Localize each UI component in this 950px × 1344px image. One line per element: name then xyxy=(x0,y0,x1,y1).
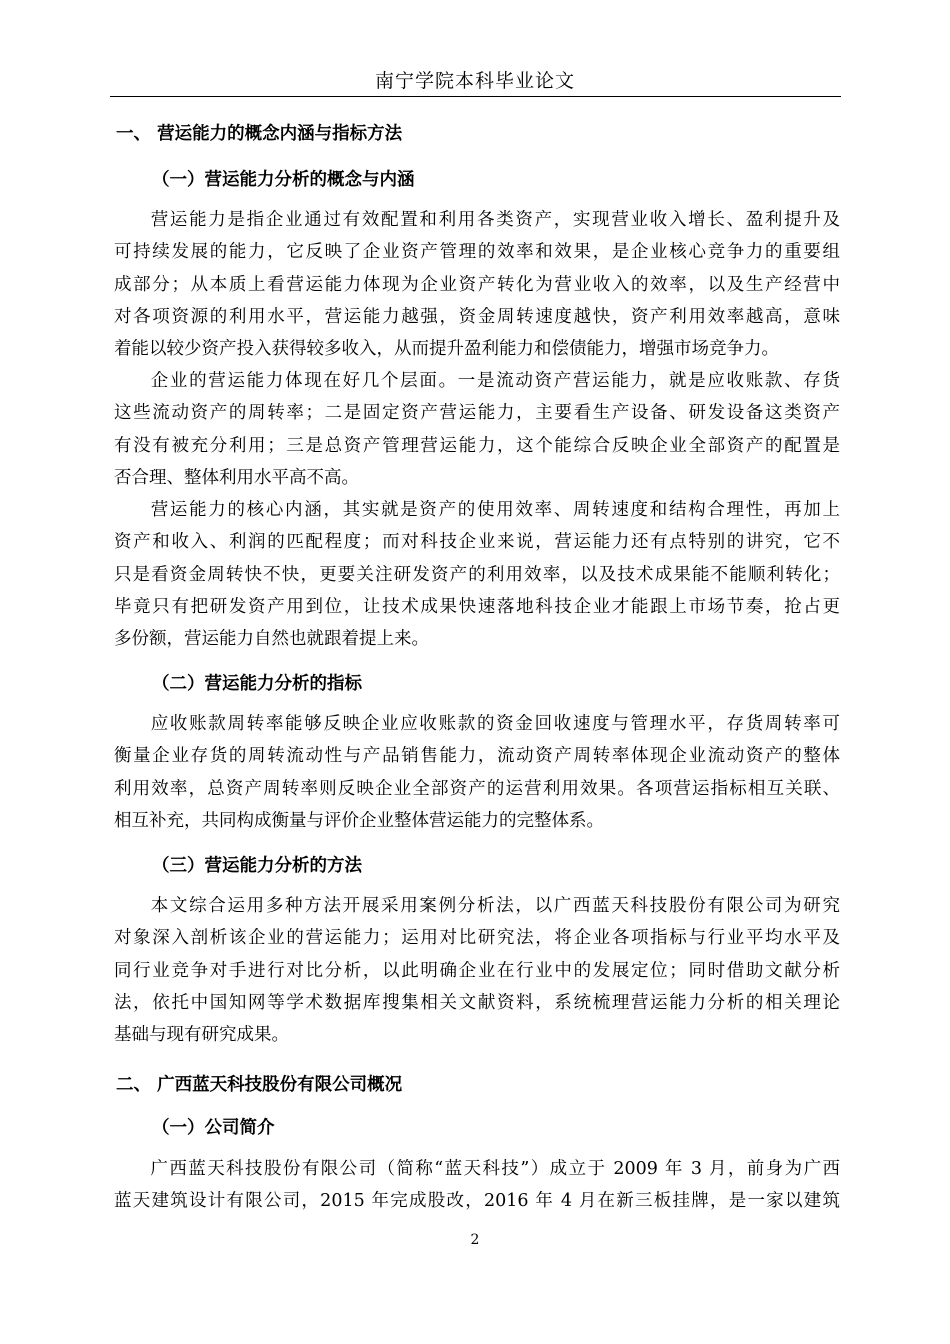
page-number: 2 xyxy=(470,1232,480,1248)
section-heading-1: 一、 营运能力的概念内涵与指标方法 xyxy=(116,124,403,144)
paragraph xyxy=(114,494,840,655)
paragraph xyxy=(114,708,840,837)
text-line: 广西蓝天科技股份有限公司（简称“蓝天科技”）成立于 2009 年 3 月，前身为广西 xyxy=(149,1159,840,1179)
text-line: 营运能力的核心内涵，其实就是资产的使用效率、周转速度和结构合理性，再加上 xyxy=(149,500,840,520)
paragraph xyxy=(114,890,840,1051)
text-line: 营运能力是指企业通过有效配置和利用各类资产，实现营业收入增长、盈利提升及 xyxy=(149,210,840,230)
text-line: 本文综合运用多种方法开展采用案例分析法，以广西蓝天科技股份有限公司为研究 xyxy=(149,896,840,916)
text-line: 基础与现有研究成果。 xyxy=(114,1025,289,1046)
text-line: 衡量企业存货的周转流动性与产品销售能力，流动资产周转率体现企业流动资产的整体 xyxy=(114,746,840,767)
text-line: 这些流动资产的周转率；二是固定资产营运能力，主要看生产设备、研发设备这类资产 xyxy=(114,403,840,424)
text-line: 只是看资金周转快不快，更要关注研发资产的利用效率，以及技术成果能不能顺利转化； xyxy=(114,564,840,585)
text-line: 蓝天建筑设计有限公司，2015 年完成股改，2016 年 4 月在新三板挂牌，是一家以建筑 xyxy=(114,1191,840,1212)
paragraph xyxy=(114,365,840,494)
text-line: 应收账款周转率能够反映企业应收账款的资金回收速度与管理水平，存货周转率可 xyxy=(149,714,840,734)
text-line: 同行业竞争对手进行对比分析，以此明确企业在行业中的发展定位；同时借助文献分析 xyxy=(114,960,840,981)
subsection-heading-1-1: （一）营运能力分析的概念与内涵 xyxy=(152,170,415,190)
subsection-heading-1-2: （二）营运能力分析的指标 xyxy=(152,674,362,694)
text-line: 相互补充，共同构成衡量与评价企业整体营运能力的完整体系。 xyxy=(114,810,604,831)
subsection-heading-1-3: （三）营运能力分析的方法 xyxy=(152,856,362,876)
section-heading-2: 二、 广西蓝天科技股份有限公司概况 xyxy=(116,1075,403,1095)
text-line: 对各项资源的利用水平，营运能力越强，资金周转速度越快，资产利用效率越高，意味 xyxy=(114,306,840,327)
text-line: 可持续发展的能力，它反映了企业资产管理的效率和效果，是企业核心竞争力的重要组 xyxy=(114,242,840,263)
text-line: 资产和收入、利润的匹配程度；而对科技企业来说，营运能力还有点特别的讲究，它不 xyxy=(114,532,840,553)
text-line: 着能以较少资产投入获得较多收入，从而提升盈利能力和偿债能力，增强市场竞争力。 xyxy=(114,339,779,360)
text-line: 毕竟只有把研发资产用到位，让技术成果快速落地科技企业才能跟上市场节奏，抢占更 xyxy=(114,596,840,617)
header-rule xyxy=(110,96,841,97)
text-line: 多份额，营运能力自然也就跟着提上来。 xyxy=(114,629,429,650)
running-header: 南宁学院本科毕业论文 xyxy=(374,70,575,92)
text-line: 成部分；从本质上看营运能力体现为企业资产转化为营业收入的效率，以及生产经营中 xyxy=(114,274,840,295)
text-line: 法，依托中国知网等学术数据库搜集相关文献资料，系统梳理营运能力分析的相关理论 xyxy=(114,992,840,1013)
paragraph xyxy=(114,204,840,365)
subsection-heading-2-1: （一）公司简介 xyxy=(152,1118,275,1138)
text-line: 对象深入剖析该企业的营运能力；运用对比研究法，将企业各项指标与行业平均水平及 xyxy=(114,928,840,949)
text-line: 否合理、整体利用水平高不高。 xyxy=(114,467,359,488)
text-line: 利用效率，总资产周转率则反映企业全部资产的运营利用效果。各项营运指标相互关联、 xyxy=(114,778,840,799)
paragraph xyxy=(114,1153,840,1218)
text-line: 企业的营运能力体现在好几个层面。一是流动资产营运能力，就是应收账款、存货 xyxy=(149,371,840,391)
text-line: 有没有被充分利用；三是总资产管理营运能力，这个能综合反映企业全部资产的配置是 xyxy=(114,435,840,456)
